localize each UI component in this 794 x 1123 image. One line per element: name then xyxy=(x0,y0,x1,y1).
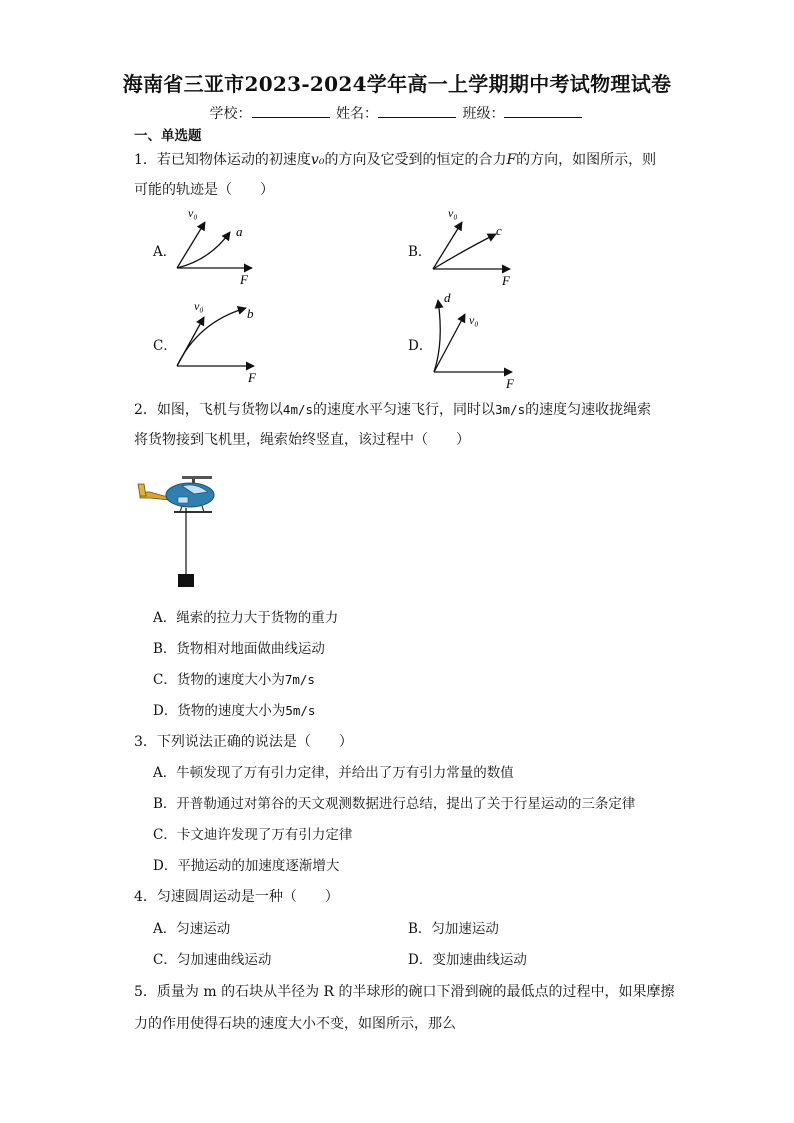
force-label: F xyxy=(502,273,510,288)
q2-rope-speed: 3m/s xyxy=(495,402,526,417)
rotor-blade xyxy=(182,476,212,479)
page-title: 海南省三亚市2023-2024学年高一上学期期中考试物理试卷 xyxy=(122,72,672,96)
trajectory-curve xyxy=(177,232,230,268)
curve-label: d xyxy=(444,290,451,305)
v0-label: v₀ xyxy=(469,313,479,327)
curve-label: a xyxy=(236,224,243,239)
question-5-stem: 5．质量为 m 的石块从半径为 R 的半球形的碗口下滑到碗的最低点的过程中，如果摩擦 xyxy=(134,984,675,1000)
v0-label: v₀ xyxy=(448,206,458,220)
q3-option-c[interactable]: C．卡文迪许发现了万有引力定律 xyxy=(153,827,353,843)
question-1-stem xyxy=(134,146,656,174)
curve-label: b xyxy=(247,306,254,321)
q2-option-a[interactable]: A．绳索的拉力大于货物的重力 xyxy=(153,610,339,626)
q2-option-d-text: D．货物的速度大小为 xyxy=(153,703,286,719)
velocity-arrow xyxy=(434,314,465,372)
tail-fin xyxy=(138,484,146,496)
q2-option-c[interactable] xyxy=(153,666,315,694)
q2-text-part: 的速度匀速收拢绳索 xyxy=(525,402,652,418)
question-1-stem-line2: 可能的轨迹是（ ） xyxy=(134,182,274,198)
q2-option-c-value: 7m/s xyxy=(284,672,315,687)
q2-option-d-value: 5m/s xyxy=(285,703,316,718)
q2-horizontal-speed: 4m/s xyxy=(282,402,314,417)
q1-option-c-label[interactable]: C． xyxy=(153,338,177,354)
name-blank[interactable] xyxy=(378,105,456,118)
q1-option-c-diagram xyxy=(170,294,270,386)
name-label: 姓名： xyxy=(336,106,378,122)
question-2-stem xyxy=(134,396,651,424)
q1-option-a-label[interactable]: A． xyxy=(153,244,177,260)
velocity-arrow xyxy=(177,222,205,268)
helicopter-cargo-illustration xyxy=(136,462,236,592)
q1-option-b-diagram xyxy=(428,200,528,290)
v0-label: v₀ xyxy=(194,299,204,313)
question-3-stem: 3．下列说法正确的说法是（ ） xyxy=(134,734,353,750)
side-window xyxy=(178,497,188,503)
student-info-line xyxy=(0,103,794,123)
velocity-arrow xyxy=(433,222,462,269)
question-4-stem: 4．匀速圆周运动是一种（ ） xyxy=(134,889,339,905)
q4-option-a[interactable]: A．匀速运动 xyxy=(153,921,231,937)
force-label: F xyxy=(248,370,256,385)
trajectory-curve xyxy=(433,234,496,269)
class-blank[interactable] xyxy=(504,105,582,118)
q2-option-d[interactable] xyxy=(153,697,315,725)
q1-v0-symbol: v₀ xyxy=(310,152,325,168)
q1-option-a-diagram xyxy=(170,200,270,290)
section-heading-single-choice: 一、单选题 xyxy=(134,128,202,144)
trajectory-curve xyxy=(177,308,246,366)
force-label: F xyxy=(506,376,514,391)
school-blank[interactable] xyxy=(252,105,330,118)
force-label: F xyxy=(240,272,248,287)
q4-option-c[interactable]: C．匀加速曲线运动 xyxy=(153,952,272,968)
q1-text-part: 的方向及它受到的恒定的合力 xyxy=(324,152,507,168)
v0-label: v₀ xyxy=(188,206,198,220)
curve-label: c xyxy=(496,223,502,238)
question-2-stem-line2: 将货物接到飞机里，绳索始终竖直，该过程中（ ） xyxy=(134,432,470,448)
q1-option-d-diagram xyxy=(428,288,528,391)
q2-text-part: 的速度水平匀速飞行，同时以 xyxy=(313,402,496,418)
q2-option-c-text: C．货物的速度大小为 xyxy=(153,672,285,688)
q4-option-b[interactable]: B．匀加速运动 xyxy=(408,921,499,937)
question-5-stem-line2: 力的作用使得石块的速度大小不变，如图所示，那么 xyxy=(134,1016,456,1032)
q3-option-a[interactable]: A．牛顿发现了万有引力定律，并给出了万有引力常量的数值 xyxy=(153,765,514,781)
class-label: 班级： xyxy=(462,106,505,122)
q2-text-part: 2．如图，飞机与货物以 xyxy=(134,402,283,418)
cargo-box xyxy=(178,574,194,587)
q1-text-part: 的方向，如图所示，则 xyxy=(516,152,657,168)
q3-option-d[interactable]: D．平抛运动的加速度逐渐增大 xyxy=(153,858,340,874)
q3-option-b[interactable]: B．开普勒通过对第谷的天文观测数据进行总结，提出了关于行星运动的三条定律 xyxy=(153,796,636,812)
q1-option-d-label[interactable]: D． xyxy=(408,338,433,354)
school-label: 学校： xyxy=(209,106,252,122)
q1-option-b-label[interactable]: B． xyxy=(408,244,432,260)
q4-option-d[interactable]: D．变加速曲线运动 xyxy=(408,952,527,968)
q1-text-part: 1．若已知物体运动的初速度 xyxy=(134,152,311,168)
q1-force-symbol: F xyxy=(506,152,517,168)
q2-option-b[interactable]: B．货物相对地面做曲线运动 xyxy=(153,641,325,657)
